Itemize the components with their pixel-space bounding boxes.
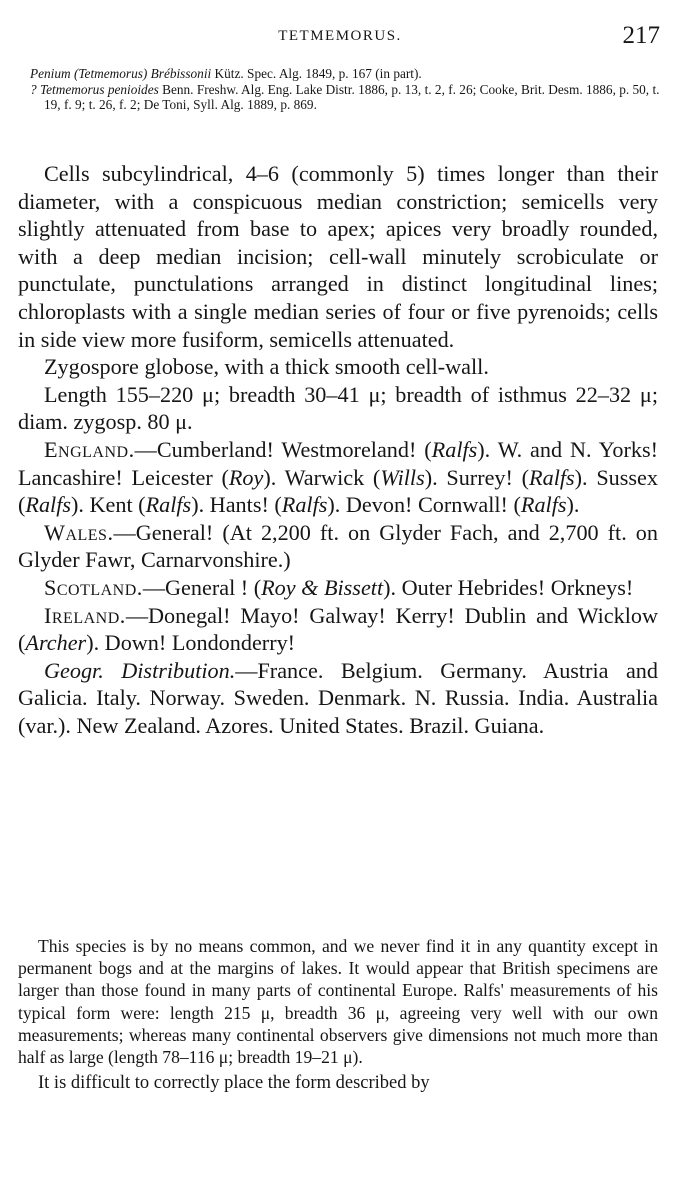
authority: Ralfs [145,492,192,518]
remarks [18,935,658,1094]
distribution-scotland: Scotland.—General ! (Roy & Bissett). Outer Hebrides! Orkneys! [44,574,634,600]
synonym-reference: Kütz. Spec. Alg. 1849, p. 167 (in part). [211,66,422,81]
region-label: Geogr. Distribution. [44,657,236,683]
authority: Wills [380,464,425,490]
remarks-paragraph-continued: It is difficult to correctly place the form described by [38,1073,430,1094]
measurements: Length 155–220 μ; breadth 30–41 μ; breadth of isthmus 22–32 μ; diam. zygosp. 80 μ. [18,381,658,435]
authority: Roy & Bissett [261,574,384,600]
geographic-distribution: Geogr. Distribution.—France. Belgium. Germany. Austria and Galicia. Italy. Norway. Sweden. Denmark. N. Russia. India. Australia (var.). New Zealand. Azores. United States. Brazil. Guiana. [18,657,658,738]
zygospore-description: Zygospore globose, with a thick smooth cell-wall. [44,354,489,380]
authority: Roy [228,464,264,490]
page-header [18,22,662,54]
authority: Ralfs [520,492,567,518]
region-label: Scotland. [44,574,143,600]
synonym-entry [30,82,660,113]
distribution-ireland: Ireland.—Donegal! Mayo! Galway! Kerry! Dublin and Wicklow (Archer). Down! Londonderry! [18,602,658,656]
synonym-taxon: Penium (Tetmemorus) Brébissonii [30,66,212,81]
page-number: 217 [622,22,660,49]
region-label: England. [44,436,135,462]
synonymy-block [30,66,660,113]
region-label: Ireland. [44,602,126,628]
distribution-wales: Wales.—General! (At 2,200 ft. on Glyder Fach, and 2,700 ft. on Glyder Fawr, Carnarvonshire.) [18,519,658,573]
region-label: Wales. [44,519,114,545]
synonym-entry [30,66,660,82]
species-description [18,160,658,739]
cell-description: Cells subcylindrical, 4–6 (commonly 5) times longer than their diameter, with a conspicuous median constriction; semicells very slightly attenuated from base to apex; apices very broadly rounded, with a deep median incision; cell-wall minutely scrobiculate or punctulate, punctulations arranged in distinct longitudinal lines; chloroplasts with a single median series of four or five pyrenoids; cells in side view more fusiform, semicells attenuated. [18,161,658,352]
authority: Ralfs [25,492,72,518]
running-title: TETMEMORUS. [278,28,402,44]
synonym-reference: Benn. Freshw. Alg. Eng. Lake Distr. 1886, p. 13, t. 2, f. 26; Cooke, Brit. Desm. 1886, p. 50, t. 19, f. 9; t. 26, f. 2; De Toni, Syll. Alg. 1889, p. 869. [44,81,660,112]
authority: Ralfs [281,492,328,518]
remarks-paragraph: This species is by no means common, and we never find it in any quantity except in permanent bogs and at the margins of lakes. It would appear that British specimens are larger than those found in many parts of continental Europe. Ralfs' measurements of his typical form were: length 215 μ, breadth 36 μ, agreeing very well with our own measurements; whereas many continental observers give dimensions not much more than half as large (length 78–116 μ; breadth 19–21 μ). [18,936,658,1068]
synonym-taxon: ? Tetmemorus penioides [30,81,159,97]
authority: Ralfs [529,464,575,490]
authority: Ralfs [431,436,478,462]
distribution-england: England.—Cumberland! Westmoreland! (Ralfs). W. and N. Yorks! Lancashire! Leicester (Roy). Warwick (Wills). Surrey! (Ralfs). Sussex (Ralfs). Kent (Ralfs). Hants! (Ralfs). Devon! Cornwall! (Ralfs). [18,436,659,518]
authority: Archer [25,630,87,656]
